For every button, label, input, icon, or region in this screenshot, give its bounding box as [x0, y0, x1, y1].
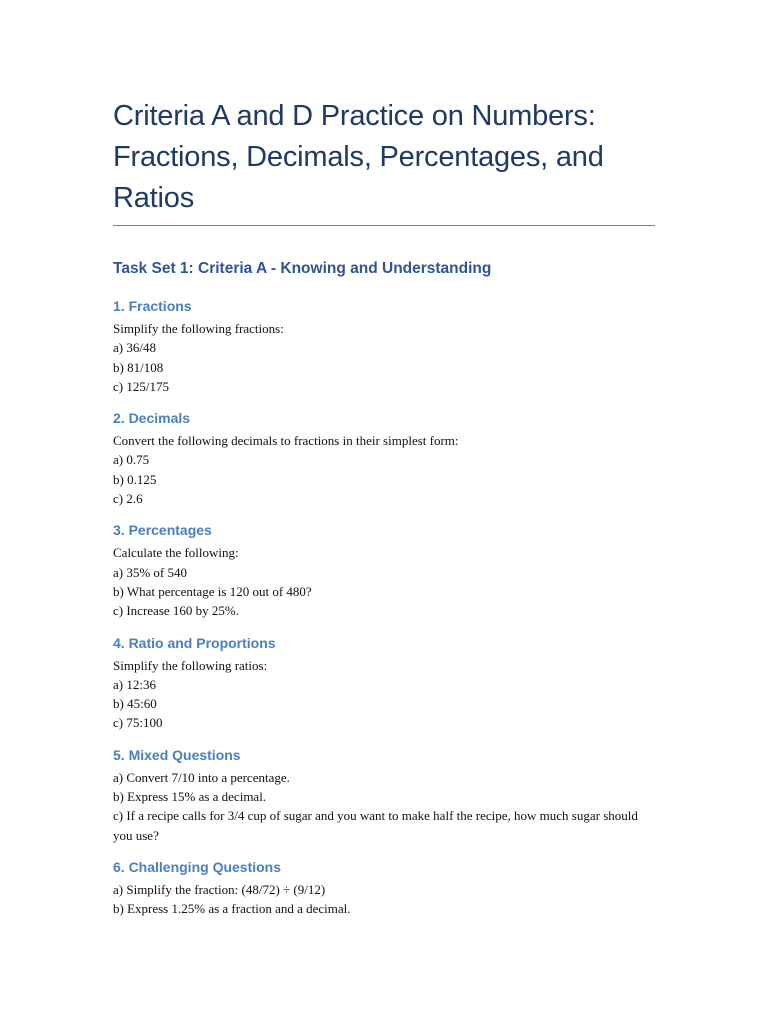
question-line: b) 81/108	[113, 359, 164, 375]
question-line: c) 75:100	[113, 715, 163, 731]
question-line: Calculate the following:	[113, 545, 239, 561]
section-heading: 5. Mixed Questions	[113, 746, 241, 763]
question-line: Simplify the following ratios:	[113, 657, 268, 673]
question-line: a) 12:36	[113, 676, 156, 692]
question-line: a) 36/48	[113, 340, 156, 356]
section-fractions	[113, 296, 655, 396]
question-line: c) 125/175	[113, 378, 169, 394]
question-line: c) If a recipe calls for 3/4 cup of sugar and you want to make half the recipe, how much sugar should you use?	[113, 808, 638, 843]
section-percentages	[113, 520, 655, 620]
question-line: b) What percentage is 120 out of 480?	[113, 583, 312, 599]
question-line: b) Express 15% as a decimal.	[113, 789, 267, 805]
document-page	[113, 96, 655, 931]
question-line: a) Simplify the fraction: (48/72) ÷ (9/12)	[113, 881, 326, 897]
question-line: c) 2.6	[113, 491, 143, 507]
task-set-heading: Task Set 1: Criteria A - Knowing and Understanding	[113, 260, 492, 277]
section-heading: 4. Ratio and Proportions	[113, 634, 276, 651]
question-line: b) Express 1.25% as a fraction and a decimal.	[113, 901, 351, 917]
section-ratio-proportions	[113, 633, 655, 733]
question-line: a) 0.75	[113, 452, 150, 468]
question-line: b) 0.125	[113, 471, 157, 487]
section-heading: 6. Challenging Questions	[113, 858, 282, 875]
section-mixed-questions	[113, 745, 655, 845]
question-line: b) 45:60	[113, 696, 157, 712]
question-line: c) Increase 160 by 25%.	[113, 603, 239, 619]
section-challenging-questions	[113, 857, 655, 919]
document-title: Criteria A and D Practice on Numbers: Fractions, Decimals, Percentages, and Ratios	[113, 100, 604, 214]
question-line: a) Convert 7/10 into a percentage.	[113, 769, 290, 785]
section-heading: 2. Decimals	[113, 410, 191, 427]
section-heading: 1. Fractions	[113, 298, 192, 314]
question-line: Convert the following decimals to fractions in their simplest form:	[113, 433, 459, 449]
question-line: Simplify the following fractions:	[113, 321, 284, 336]
title-divider	[113, 225, 655, 226]
section-decimals	[113, 408, 655, 508]
section-heading: 3. Percentages	[113, 522, 212, 539]
question-line: a) 35% of 540	[113, 564, 188, 580]
